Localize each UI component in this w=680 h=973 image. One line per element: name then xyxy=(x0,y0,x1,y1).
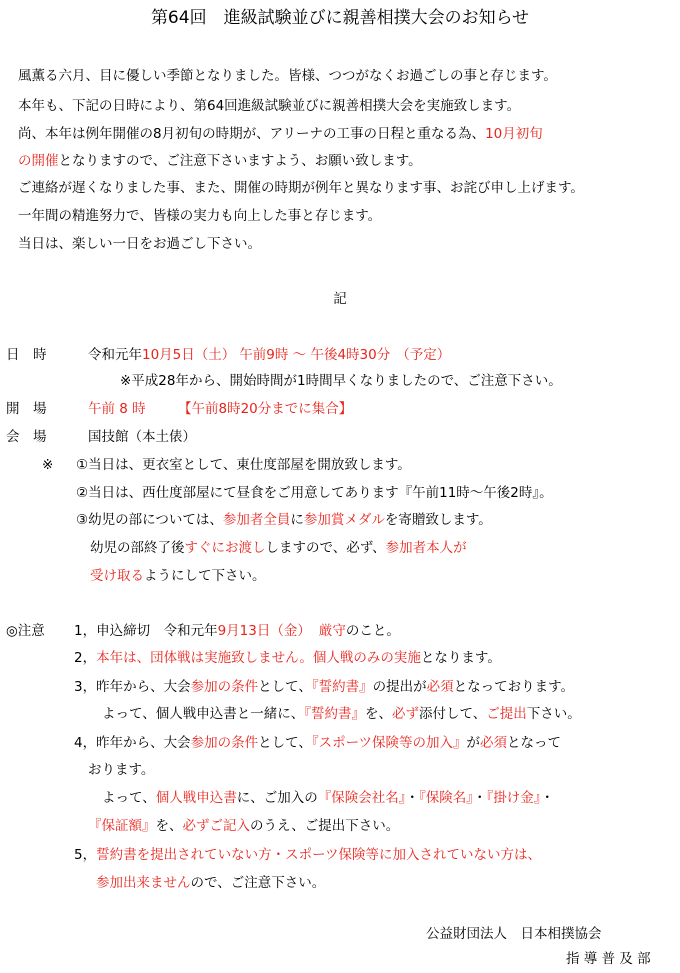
footer-org: 公益財団法人 日本相撲協会 xyxy=(426,926,602,942)
caution-item-4-cont-3 xyxy=(88,820,399,834)
caution-4-s: を、 xyxy=(155,818,183,834)
intro-line-7: 当日は、楽しい一日をお過ごし下さい。 xyxy=(18,236,261,252)
venue-note-3-a: ③幼児の部については、 xyxy=(76,512,223,528)
venue-note-4-handover: すぐにお渡し xyxy=(184,540,266,556)
caution-4-fill-in: 必ずご記入 xyxy=(182,818,250,834)
datetime-era: 令和元年 xyxy=(88,347,142,363)
caution-3-required: 必須 xyxy=(426,679,454,695)
venue-note-3-c: に xyxy=(290,512,304,528)
caution-3-submit: ご提出 xyxy=(486,706,527,722)
caution-1-deadline: 9月13日（金） xyxy=(217,623,311,639)
caution-4-q: ・ xyxy=(540,790,554,806)
caution-3-e: の提出が xyxy=(372,679,427,695)
caution-5-d: ので、ご注意下さい。 xyxy=(190,875,326,891)
caution-4-i: よって、 xyxy=(102,790,156,806)
caution-5-cannot: 参加出来ません xyxy=(96,875,191,891)
venue-note-2: ②当日は、西仕度部屋にて昼食をご用意してあります『午前11時～午後2時』。 xyxy=(76,485,553,501)
caution-item-1 xyxy=(74,625,400,639)
caution-2-num: 2， xyxy=(74,650,97,666)
caution-4-insurer: 『保険会社名』 xyxy=(317,790,406,806)
venue-note-3-medal: 参加賞メダル xyxy=(303,512,385,528)
caution-4-insurance: 『スポーツ保険等の加入』 xyxy=(311,735,467,751)
intro-line-3 xyxy=(18,128,543,142)
caution-2-c: となります。 xyxy=(420,650,501,666)
venue-label: 会 場 xyxy=(6,429,47,445)
caution-item-5 xyxy=(74,849,541,863)
caution-3-j: を、 xyxy=(364,706,392,722)
venue-notes-mark: ※ xyxy=(42,457,54,473)
venue-note-3-all-participants: 参加者全員 xyxy=(222,512,291,528)
caution-3-must: 必ず xyxy=(391,706,419,722)
caution-3-pledge: 『誓約書』 xyxy=(311,679,373,695)
intro-highlight-kaisai: の開催 xyxy=(18,153,59,169)
venue-note-3-e: を寄贈致します。 xyxy=(384,512,492,528)
caution-3-a: 3，昨年から、大会 xyxy=(74,679,191,695)
intro-line-4-text: となりますので、ご注意下さいますよう、お願い致します。 xyxy=(58,153,422,169)
caution-4-c: として、 xyxy=(258,735,312,751)
datetime-date: 10月5日（土） xyxy=(142,347,236,363)
caution-4-u: のうえ、ご提出下さい。 xyxy=(250,818,400,834)
venue-value: 国技館（本土俵） xyxy=(88,429,196,445)
datetime-note: ※平成28年から、開始時間が1時間早くなりましたので、ご注意下さい。 xyxy=(120,373,562,389)
datetime-tentative: （予定） xyxy=(396,347,451,363)
venue-note-3 xyxy=(76,514,492,528)
venue-note-1: ①当日は、更衣室として、東仕度部屋を開放致します。 xyxy=(76,457,411,473)
venue-note-5-receive: 受け取る xyxy=(90,568,144,584)
venue-note-4-c: しますので、必ず、 xyxy=(265,540,386,556)
caution-4-a: 4，昨年から、大会 xyxy=(74,735,191,751)
caution-4-e: が xyxy=(466,735,481,751)
caution-4-k: に、ご加入の xyxy=(236,790,318,806)
caution-item-4-cont-2 xyxy=(102,792,554,806)
footer-dept: 指 導 普 及 部 xyxy=(566,951,651,967)
datetime-time: 午前9時 ～ 午後4時30分 xyxy=(239,347,391,363)
intro-line-2: 本年も、下記の日時により、第64回進級試験並びに親善相撲大会を実施致します。 xyxy=(18,98,521,114)
caution-item-3 xyxy=(74,681,574,695)
caution-4-policy: 『保険名』 xyxy=(418,790,473,806)
caution-4-m: ・ xyxy=(405,790,419,806)
venue-note-4-a: 幼児の部終了後 xyxy=(90,540,185,556)
intro-line-1: 風薫る六月、目に優しい季節となりました。皆様、つつがなくお過ごしの事と存じます。 xyxy=(18,68,557,84)
caution-2-no-team: 本年は、団体戦は実施致しません。個人戦のみの実施 xyxy=(96,650,421,666)
ki-heading: 記 xyxy=(333,291,347,307)
caution-3-l: 添付して、 xyxy=(418,706,487,722)
caution-4-condition: 参加の条件 xyxy=(190,735,259,751)
caution-item-5-cont xyxy=(96,877,325,891)
datetime-value xyxy=(88,349,450,363)
venue-note-4 xyxy=(90,542,467,556)
caution-1-strict: 厳守 xyxy=(318,623,346,639)
intro-line-4 xyxy=(18,155,422,169)
venue-note-5-b: ようにして下さい。 xyxy=(144,568,266,584)
opening-time: 午前 8 時 xyxy=(88,401,146,417)
intro-highlight-october: 10月初旬 xyxy=(485,126,543,142)
venue-note-4-participant: 参加者本人が xyxy=(385,540,467,556)
caution-5-num: 5， xyxy=(74,847,97,863)
intro-line-5: ご連絡が遅くなりました事、また、開催の時期が例年と異なります事、お詫び申し上げます。 xyxy=(18,180,584,196)
opening-label: 開 場 xyxy=(6,401,47,417)
venue-note-5 xyxy=(90,570,266,584)
caution-4-application: 個人戦申込書 xyxy=(155,790,237,806)
caution-3-h: よって、個人戦申込書と一緒に、 xyxy=(102,706,305,722)
caution-1-a: 1，申込締切 令和元年 xyxy=(74,623,218,639)
intro-line-3-text: 尚、本年は例年開催の8月初旬の時期が、アリーナの工事の日程と重なる為、 xyxy=(18,126,486,142)
page-title: 第64回 進級試験並びに親善相撲大会のお知らせ xyxy=(150,8,530,28)
caution-3-condition: 参加の条件 xyxy=(190,679,259,695)
caution-item-4-cont-1: おります。 xyxy=(88,762,155,778)
intro-line-6: 一年間の精進努力で、皆様の実力も向上した事と存じます。 xyxy=(18,208,382,224)
caution-1-d: のこと。 xyxy=(345,623,400,639)
caution-5-warning: 誓約書を提出されていない方・スポーツ保険等に加入されていない方は、 xyxy=(96,847,542,863)
caution-4-g: となって xyxy=(507,735,562,751)
caution-3-g: となっております。 xyxy=(453,679,574,695)
caution-4-o: ・ xyxy=(472,790,487,806)
caution-label: ◎注意 xyxy=(6,623,45,639)
caution-3-c: として、 xyxy=(258,679,312,695)
opening-gather: 【午前8時20分までに集合】 xyxy=(178,401,353,417)
caution-4-coverage: 『保証額』 xyxy=(88,818,156,834)
caution-item-3-cont xyxy=(102,708,581,722)
caution-3-pledge-2: 『誓約書』 xyxy=(304,706,365,722)
datetime-label: 日 時 xyxy=(6,347,47,363)
caution-4-required: 必須 xyxy=(480,735,508,751)
caution-item-2 xyxy=(74,652,501,666)
caution-3-n: 下さい。 xyxy=(526,706,581,722)
caution-4-premium: 『掛け金』 xyxy=(486,790,541,806)
caution-item-4 xyxy=(74,737,561,751)
